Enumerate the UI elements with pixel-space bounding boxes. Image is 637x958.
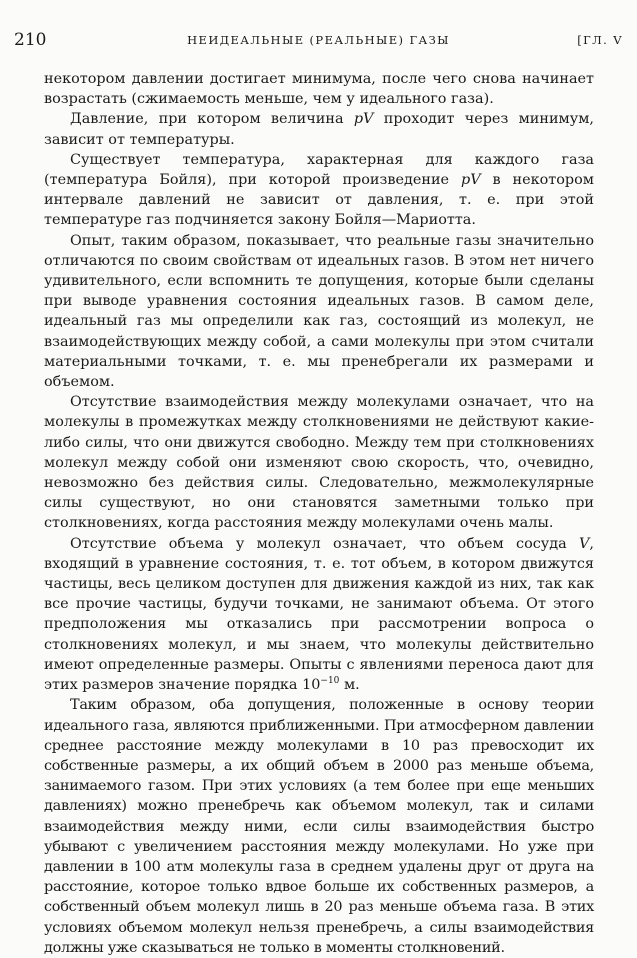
paragraph-real-vs-ideal: Опыт, таким образом, показывает, что реальные газы значительно отличаются по своим свойствам от идеальных газов. В этом нет ничего удивительного, если вспомнить те допущения, которые были сделаны при выводе уравнения состояния идеальных газов. В самом деле, идеальный газ мы определили как газ, состоящий из молекул, не взаимодействующих между собой, а сами молекулы при этом считали материальными точками, т. е. мы пренебрегали их размерами и объемом. — [44, 232, 594, 391]
symbol-v: V — [579, 535, 590, 552]
paragraph-molecule-volume: Отсутствие объема у молекул означает, что объем сосуда V, входящий в уравнение состояния, т. е. тот объем, в котором движутся частицы, весь целиком доступен для движения каждой из них, так как все прочие частицы, будучи точками, не занимают объема. От этого предположения мы отказались при рассмотрении вопроса о столкновениях молекул, и мы знаем, что молекулы действительно имеют определенные размеры. Опыты с явлениями переноса дают для этих размеров значение порядка $10^{-10}$ м. — [44, 535, 594, 694]
paragraph-interaction: Отсутствие взаимодействия между молекулами означает, что на молекулы в промежутках между столкновениями не действуют какие-либо силы, что они движутся свободно. Между тем при столкновениях молекул между собой они изменяют свою скорость, что, очевидно, невозможно без действия силы. Следовательно, межмолекулярные силы существуют, но они становятся заметными только при столкновениях, когда расстояния между молекулами очень малы. — [44, 394, 594, 532]
exponent: −10 — [320, 676, 340, 687]
page-number: 210 — [14, 30, 47, 50]
paragraph-pv-minimum: Давление, при котором величина pV проходит через минимум, зависит от температуры. — [44, 111, 594, 148]
page-header — [14, 30, 623, 52]
chapter-marker: [ГЛ. V — [577, 33, 623, 47]
paragraph-continuation: некотором давлении достигает минимума, после чего снова начинает возрастать (сжимаемость меньше, чем у идеального газа). — [44, 71, 594, 108]
paragraph-boyle-temperature: Существует температура, характерная для каждого газа (температура Бойля), при которой произведение pV в некотором интервале давлений не зависит от давления, т. е. при этой температуре газ подчиняется закону Бойля—Мариотта. — [44, 151, 594, 229]
paragraph-approximations: Таким образом, оба допущения, положенные в основу теории идеального газа, являются приближенными. При атмосферном давлении среднее расстояние между молекулами в 10 раз превосходит их собственные размеры, а их общий объем в 2000 раз меньше объема, занимаемого газом. При этих условиях (а тем более при еще меньших давлениях) можно пренебречь как объемом молекул, так и силами взаимодействия между ними, если силы взаимодействия быстро убывают с увеличением расстояния между молекулами. Но уже при давлении в 100 атм молекулы газа в среднем удалены друг от друга на расстояние, которое только вдвое больше их собственных размеров, а собственный объем молекул лишь в 20 раз меньше объема газа. В этих условиях объемом молекул нельзя пренебречь, а силы взаимодействия должны уже сказываться не только в моменты столкновений. — [44, 697, 594, 956]
symbol-pv: pV — [460, 172, 481, 189]
page-body — [44, 69, 594, 958]
running-title: НЕИДЕАЛЬНЫЕ (РЕАЛЬНЫЕ) ГАЗЫ — [187, 33, 450, 47]
symbol-pv: pV — [353, 111, 374, 128]
